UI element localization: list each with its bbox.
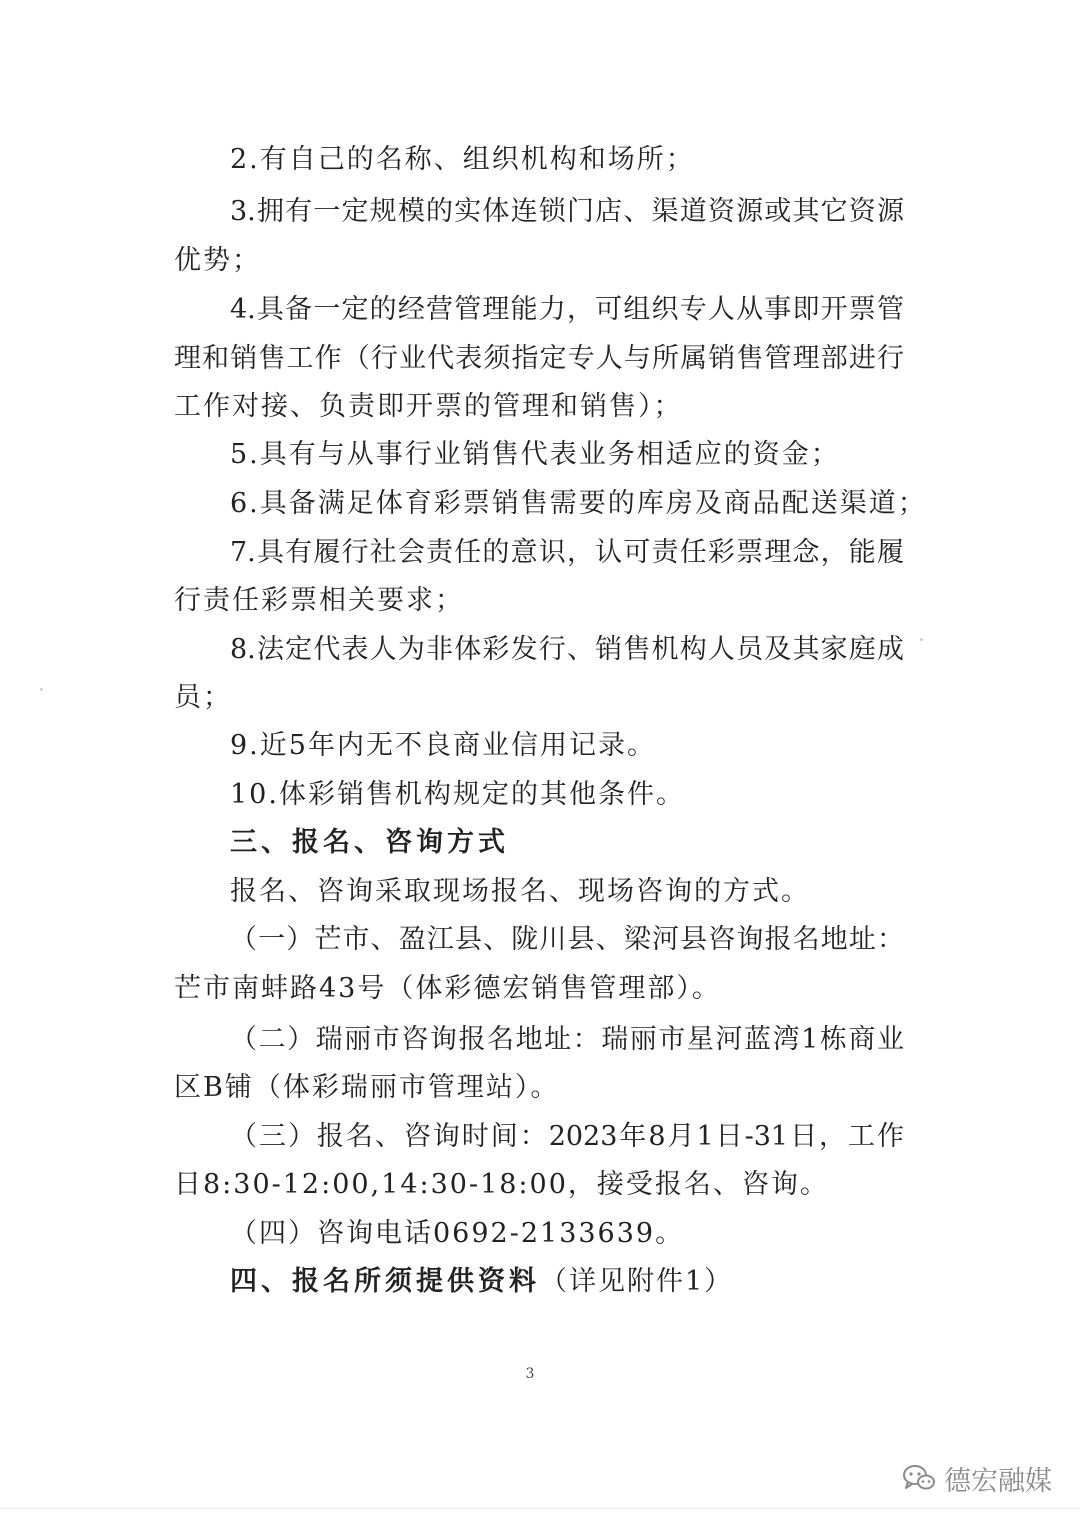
scan-speck (920, 638, 923, 641)
section-heading-text: 四、报名所须提供资料 (230, 1266, 540, 1297)
text-line: 理和销售工作（行业代表须指定专人与所属销售管理部进行 (174, 343, 904, 374)
text-line: 7.具有履行社会责任的意识，认可责任彩票理念，能履 (230, 537, 904, 568)
watermark (902, 1454, 1052, 1502)
scan-speck (40, 688, 43, 691)
text-line: 8.法定代表人为非体彩发行、销售机构人员及其家庭成 (230, 634, 904, 665)
text-line: （二）瑞丽市咨询报名地址：瑞丽市星河蓝湾1栋商业 (230, 1024, 904, 1055)
text-line: 5.具有与从事行业销售代表业务相适应的资金； (230, 439, 840, 470)
text-line: （一）芒市、盈江县、陇川县、梁河县咨询报名地址： (230, 924, 904, 955)
bottom-divider (0, 1508, 1080, 1509)
text-line: 9.近5年内无不良商业信用记录。 (230, 730, 656, 761)
text-line: 4.具备一定的经营管理能力，可组织专人从事即开票管 (230, 294, 904, 325)
text-line: 优势； (174, 245, 261, 276)
page-number: 3 (525, 1366, 535, 1382)
text-line: 6.具备满足体育彩票销售需要的库房及商品配送渠道； (230, 488, 927, 519)
text-line: 员； (174, 682, 232, 713)
text-line: 10.体彩销售机构规定的其他条件。 (230, 779, 685, 810)
text-line: 行责任彩票相关要求； (174, 585, 464, 616)
text-line: 报名、咨询采取现场报名、现场咨询的方式。 (230, 876, 810, 907)
text-line: 区B铺（体彩瑞丽市管理站）。 (174, 1072, 560, 1103)
section-heading: 三、报名、咨询方式 (230, 827, 509, 858)
text-line: 日8:30-12:00,14:30-18:00，接受报名、咨询。 (174, 1169, 829, 1200)
section-heading (230, 1262, 960, 1302)
text-line: 3.拥有一定规模的实体连锁门店、渠道资源或其它资源 (230, 196, 904, 227)
text-line: （三）报名、咨询时间：2023年8月1日-31日，工作 (230, 1121, 904, 1152)
text-line: （四）咨询电话0692-2133639。 (230, 1218, 685, 1249)
text-line: 2.有自己的名称、组织机构和场所； (230, 144, 695, 175)
text-line: 芒市南蚌路43号（体彩德宏销售管理部）。 (174, 973, 721, 1004)
watermark-label: 德宏融媒 (944, 1465, 1052, 1497)
wechat-icon (902, 1463, 936, 1493)
section-heading-note: （详见附件1） (540, 1266, 734, 1297)
text-line: 工作对接、负责即开票的管理和销售）； (174, 391, 683, 422)
